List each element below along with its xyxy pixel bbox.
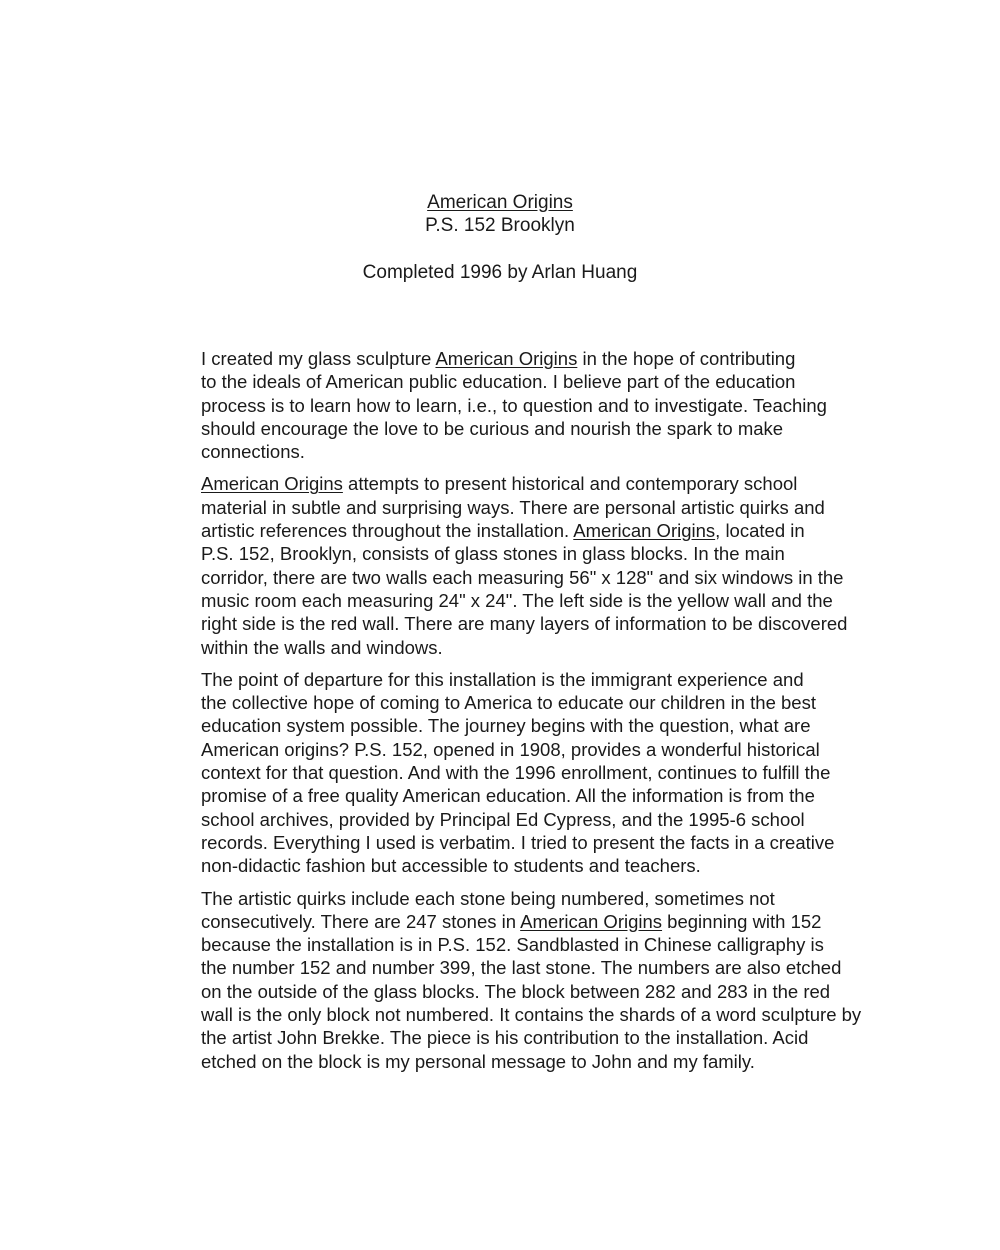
paragraph-line	[141, 761, 851, 784]
line-text: the collective hope of coming to America to educate our children in the best	[201, 692, 816, 714]
document-title: American Origins	[427, 192, 573, 213]
paragraph-line	[141, 910, 851, 933]
line-text: The artistic quirks include each stone being numbered, sometimes not	[201, 887, 775, 909]
line-text: attempts to present historical and contemporary school	[342, 473, 798, 495]
paragraph-line	[141, 1026, 851, 1049]
paragraph-line	[141, 370, 851, 393]
paragraph-line	[141, 394, 851, 417]
underlined-title: American Origins	[520, 910, 663, 932]
line-text: should encourage the love to be curious and nourish the spark to make	[201, 417, 784, 439]
line-text: the number 152 and number 399, the last stone. The numbers are also etched	[201, 957, 842, 979]
line-text: context for that question. And with the 1996 enrollment, continues to fulfill the	[201, 762, 831, 784]
paragraph-line	[141, 887, 851, 910]
paragraph-line	[141, 668, 851, 691]
line-text: because the installation is in P.S. 152. Sandblasted in Chinese calligraphy is	[201, 934, 824, 956]
paragraph-line	[141, 440, 851, 463]
line-text: material in subtle and surprising ways. There are personal artistic quirks and	[201, 496, 825, 518]
line-text: , located in	[715, 520, 805, 542]
line-text: the artist John Brekke. The piece is his contribution to the installation. Acid	[201, 1027, 809, 1049]
paragraph-4	[141, 887, 862, 1073]
paragraph-line	[141, 738, 851, 761]
paragraph-line	[141, 417, 851, 440]
paragraph-line	[141, 933, 851, 956]
line-text: process is to learn how to learn, i.e., to question and to investigate. Teaching	[201, 394, 827, 416]
paragraph-line	[141, 854, 851, 877]
paragraph-line	[141, 980, 851, 1003]
paragraph-line	[141, 636, 851, 659]
paragraph-line	[141, 496, 851, 519]
paragraph-line	[141, 808, 851, 831]
paragraph-line	[141, 691, 851, 714]
underlined-title: American Origins	[573, 520, 716, 542]
line-text: American origins? P.S. 152, opened in 1908, provides a wonderful historical	[201, 738, 820, 760]
line-text: school archives, provided by Principal Ed Cypress, and the 1995-6 school	[201, 808, 805, 830]
paragraph-line	[141, 1050, 851, 1073]
line-text: consecutively. There are 247 stones in	[201, 910, 521, 932]
document-body	[141, 347, 862, 1082]
line-text: records. Everything I used is verbatim. I tried to present the facts in a creative	[201, 831, 835, 853]
line-text: connections.	[201, 441, 305, 463]
paragraph-line	[141, 347, 851, 370]
paragraph-line	[141, 784, 851, 807]
line-text: The point of departure for this installation is the immigrant experience and	[201, 668, 804, 690]
paragraph-line	[141, 1003, 862, 1026]
line-text: P.S. 152, Brooklyn, consists of glass stones in glass blocks. In the main	[201, 543, 785, 565]
line-text: right side is the red wall. There are many layers of information to be discovered	[201, 613, 848, 635]
line-text: to the ideals of American public education. I believe part of the education	[201, 371, 796, 393]
paragraph-line	[141, 566, 851, 589]
underlined-title: American Origins	[435, 348, 578, 369]
document-byline: Completed 1996 by Arlan Huang	[362, 262, 638, 283]
paragraph-line	[141, 542, 851, 565]
line-text: in the hope of contributing	[577, 348, 796, 369]
line-text: artistic references throughout the installation.	[201, 520, 574, 542]
paragraph-line	[141, 472, 851, 495]
line-text: education system possible. The journey begins with the question, what are	[201, 715, 811, 737]
paragraph-1	[141, 347, 851, 463]
underlined-title: American Origins	[201, 473, 343, 495]
line-text: etched on the block is my personal message to John and my family.	[201, 1050, 755, 1072]
paragraph-line	[141, 831, 851, 854]
paragraph-line	[141, 589, 851, 612]
line-text: within the walls and windows.	[201, 636, 443, 658]
line-text: I created my glass sculpture	[201, 348, 436, 369]
line-text: music room each measuring 24" x 24". The left side is the yellow wall and the	[201, 589, 833, 611]
paragraph-2	[141, 472, 851, 658]
line-text: promise of a free quality American education. All the information is from the	[201, 785, 815, 807]
line-text: non-didactic fashion but accessible to students and teachers.	[201, 855, 701, 877]
line-text: corridor, there are two walls each measuring 56" x 128" and six windows in the	[201, 566, 844, 588]
paragraph-line	[141, 714, 851, 737]
line-text: on the outside of the glass blocks. The block between 282 and 283 in the red	[201, 980, 831, 1002]
paragraph-line	[141, 956, 851, 979]
line-text: wall is the only block not numbered. It contains the shards of a word sculpture by	[201, 1004, 862, 1026]
paragraph-line	[141, 612, 851, 635]
paragraph-3	[141, 668, 851, 878]
line-text: beginning with 152	[662, 910, 822, 932]
document-subtitle: P.S. 152 Brooklyn	[425, 215, 575, 236]
paragraph-line	[141, 519, 851, 542]
